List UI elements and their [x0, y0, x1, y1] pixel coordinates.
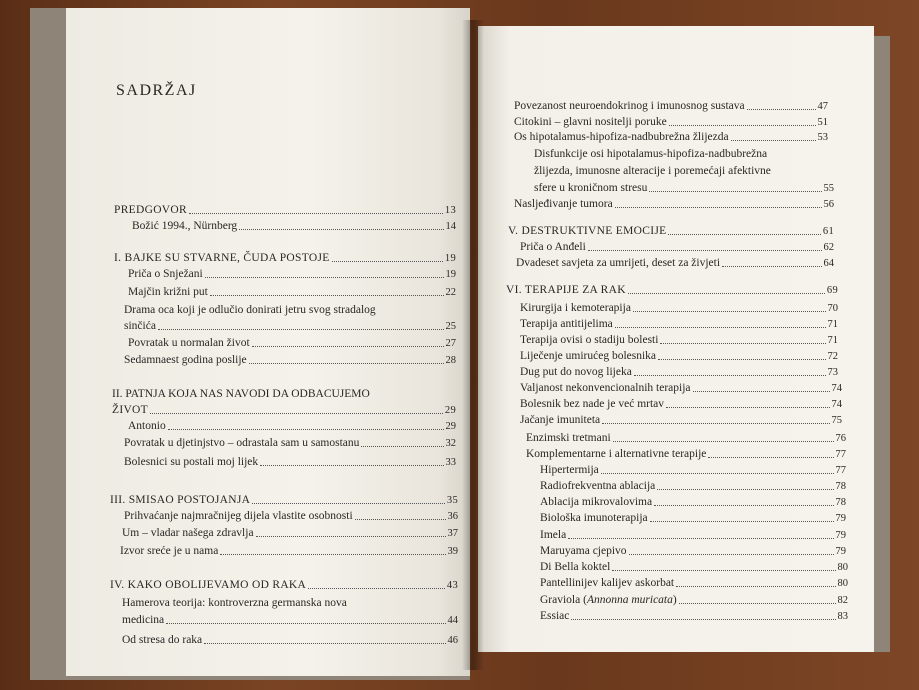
- left-toc-entry: [110, 579, 458, 592]
- left-toc-entry: [122, 614, 458, 627]
- page-number: 62: [823, 242, 834, 253]
- entry-title: Komplementarne i alternativne terapije: [526, 448, 707, 460]
- entry-title: Jačanje imuniteta: [520, 414, 601, 426]
- dot-leader: [669, 125, 816, 126]
- entry-title: Prihvaćanje najmračnijeg dijela vlastite osobnosti: [124, 510, 353, 522]
- dot-leader: [658, 359, 825, 360]
- page-number: 78: [835, 481, 846, 492]
- dot-leader: [239, 229, 443, 230]
- entry-title: Dvadeset savjeta za umrijeti, deset za živjeti: [516, 257, 721, 269]
- right-toc-entry: [540, 610, 848, 623]
- dot-leader: [260, 465, 443, 466]
- right-entry-line: Disfunkcije osi hipotalamus-hipofiza-nadbubrežna: [534, 148, 768, 160]
- dot-leader: [634, 375, 826, 376]
- dot-leader: [588, 250, 822, 251]
- dot-leader: [189, 213, 443, 214]
- right-toc-entry: [516, 257, 834, 270]
- page-number: 28: [445, 355, 456, 366]
- dot-leader: [355, 519, 446, 520]
- page-number: 61: [822, 226, 834, 237]
- entry-title: Božić 1994., Nürnberg: [132, 220, 238, 232]
- entry-title: Citokini – glavni nositelji poruke: [514, 116, 667, 128]
- dot-leader: [601, 473, 834, 474]
- entry-title: III. SMISAO POSTOJANJA: [110, 494, 251, 506]
- page-number: 70: [827, 303, 838, 314]
- dot-leader: [654, 505, 833, 506]
- dot-leader: [666, 407, 829, 408]
- dot-leader: [660, 343, 825, 344]
- entry-title: medicina: [122, 614, 165, 626]
- page-number: 77: [835, 465, 846, 476]
- page-number: 29: [445, 421, 456, 432]
- entry-title: Pantellinijev kalijev askorbat: [540, 577, 675, 589]
- page-number: 79: [835, 546, 846, 557]
- entry-title: Biološka imunoterapija: [540, 512, 648, 524]
- page-number: 19: [444, 253, 456, 264]
- right-toc-entry: [540, 512, 846, 525]
- page-number: 71: [827, 319, 838, 330]
- page-number: 80: [837, 562, 848, 573]
- page-number: 56: [823, 199, 834, 210]
- page-number: 79: [835, 530, 846, 541]
- left-toc-entry: [112, 404, 456, 417]
- right-toc-entry: [526, 432, 846, 445]
- entry-title: Liječenje umirućeg bolesnika: [520, 350, 657, 362]
- left-toc-entry: [128, 268, 456, 281]
- page-number: 51: [817, 117, 828, 128]
- entry-title: Povezanost neuroendokrinog i imunosnog sustava: [514, 100, 745, 112]
- entry-title-italic: Annonna muricata: [586, 594, 673, 606]
- entry-title: Izvor sreće je u nama: [120, 545, 219, 557]
- dot-leader: [657, 489, 833, 490]
- entry-title: Hipertermija: [540, 464, 599, 476]
- page-number: 74: [831, 399, 842, 410]
- dot-leader: [615, 327, 826, 328]
- dot-leader: [668, 234, 820, 235]
- left-toc-entry: [122, 527, 458, 540]
- page-number: 32: [445, 438, 456, 449]
- dot-leader: [571, 619, 835, 620]
- page-number: 44: [447, 615, 458, 626]
- dot-leader: [650, 521, 834, 522]
- dot-leader: [633, 311, 826, 312]
- page-number: 53: [817, 132, 828, 143]
- dot-leader: [602, 423, 829, 424]
- page-number: 22: [445, 287, 456, 298]
- page-number: 72: [827, 351, 838, 362]
- entry-title: Povratak u normalan život: [128, 337, 250, 349]
- right-toc-entry: [514, 116, 828, 129]
- right-toc-entry: [540, 464, 846, 477]
- entry-title: Bolesnici su postali moj lijek: [124, 456, 259, 468]
- dot-leader: [568, 538, 833, 539]
- right-toc-entry: [506, 284, 838, 297]
- entry-title: Essiac: [540, 610, 570, 622]
- dot-leader: [731, 140, 816, 141]
- entry-title: Terapija antitijelima: [520, 318, 613, 330]
- left-toc-entry: [128, 337, 456, 350]
- left-entry-line: Hamerova teorija: kontroverzna germanska nova: [122, 597, 347, 609]
- toc-title: SADRŽAJ: [116, 82, 197, 99]
- right-toc-entry: [540, 496, 846, 509]
- entry-title: Imela: [540, 529, 567, 541]
- right-toc-entry: [540, 594, 848, 607]
- dot-leader: [308, 588, 445, 589]
- book-spine: [462, 20, 484, 670]
- dot-leader: [166, 623, 445, 624]
- left-entry-line: Drama oca koji je odlučio donirati jetru svog stradalog: [124, 304, 376, 316]
- page-number: 83: [837, 611, 848, 622]
- right-toc-entry: [514, 198, 834, 211]
- page-number: 80: [837, 578, 848, 589]
- entry-title: Kirurgija i kemoterapija: [520, 302, 631, 314]
- left-toc-entry: [124, 354, 456, 367]
- dot-leader: [150, 413, 443, 414]
- entry-title: I. BAJKE SU STVARNE, ČUDA POSTOJE: [114, 252, 330, 264]
- entry-title: Sedamnaest godina poslije: [124, 354, 247, 366]
- left-toc-entry: [132, 220, 456, 233]
- dot-leader: [649, 191, 821, 192]
- left-toc-entry: [110, 494, 458, 507]
- dot-leader: [361, 446, 443, 447]
- left-toc-entry: [124, 437, 456, 450]
- right-toc-entry: [520, 366, 838, 379]
- entry-title: Priča o Anđeli: [520, 241, 586, 253]
- entry-title: sfere u kroničnom stresu: [534, 182, 648, 194]
- entry-title: ŽIVOT: [112, 404, 148, 416]
- page-number: 37: [447, 528, 458, 539]
- right-toc-entry: [514, 100, 828, 113]
- left-toc-entry: [120, 545, 458, 558]
- page-number: 82: [837, 595, 848, 606]
- entry-title: V. DESTRUKTIVNE EMOCIJE: [508, 225, 667, 237]
- entry-title: PREDGOVOR: [114, 204, 187, 216]
- right-toc-entry: [520, 350, 838, 363]
- entry-title: IV. KAKO OBOLIJEVAMO OD RAKA: [110, 579, 307, 591]
- dot-leader: [158, 329, 444, 330]
- left-toc-entry: [122, 634, 458, 647]
- dot-leader: [252, 503, 445, 504]
- right-toc-entry: [520, 241, 834, 254]
- right-entry-line: žlijezda, imunosne alteracije i poremećaji afektivne: [534, 165, 771, 177]
- entry-title: Povratak u djetinjstvo – odrastala sam u samostanu: [124, 437, 360, 449]
- page-number: 27: [445, 338, 456, 349]
- dot-leader: [676, 586, 835, 587]
- entry-title: Enzimski tretmani: [526, 432, 611, 444]
- entry-title: Maruyama cjepivo: [540, 545, 627, 557]
- dot-leader: [612, 570, 835, 571]
- page-number: 73: [827, 367, 838, 378]
- right-toc-entry: [540, 480, 846, 493]
- page-number: 36: [447, 511, 458, 522]
- page-number: 25: [445, 321, 456, 332]
- dot-leader: [205, 277, 444, 278]
- page-number: 71: [827, 335, 838, 346]
- entry-title: Graviola (Annonna muricata): [540, 594, 677, 606]
- page-number: 14: [445, 221, 456, 232]
- dot-leader: [693, 391, 830, 392]
- page-number: 64: [823, 258, 834, 269]
- dot-leader: [332, 261, 443, 262]
- right-toc-entry: [534, 182, 834, 195]
- page-number: 79: [835, 513, 846, 524]
- page-number: 78: [835, 497, 846, 508]
- right-toc-entry: [540, 529, 846, 542]
- dot-leader: [615, 207, 822, 208]
- dot-leader: [613, 441, 834, 442]
- left-toc-entry: [124, 456, 456, 469]
- left-toc-entry: [114, 204, 456, 217]
- page-number: 13: [444, 205, 456, 216]
- right-toc-entry: [540, 545, 846, 558]
- dot-leader: [628, 293, 825, 294]
- entry-title: Radiofrekventna ablacija: [540, 480, 656, 492]
- entry-title: Terapija ovisi o stadiju bolesti: [520, 334, 659, 346]
- right-toc-entry: [520, 334, 838, 347]
- page-number: 75: [831, 415, 842, 426]
- right-toc-entry: [520, 398, 842, 411]
- right-toc-entry: [514, 131, 828, 144]
- entry-title: Dug put do novog lijeka: [520, 366, 632, 378]
- entry-title: Majčin križni put: [128, 286, 208, 298]
- entry-title: Priča o Snježani: [128, 268, 203, 280]
- dot-leader: [249, 363, 444, 364]
- dot-leader: [629, 554, 834, 555]
- left-toc-entry: [128, 420, 456, 433]
- left-toc-entry: [124, 320, 456, 333]
- page-number: 69: [826, 285, 838, 296]
- page-number: 39: [447, 546, 458, 557]
- entry-title: Antonio: [128, 420, 166, 432]
- page-number: 35: [446, 495, 458, 506]
- right-toc-entry: [526, 448, 846, 461]
- dot-leader: [679, 603, 836, 604]
- entry-title: Bolesnik bez nade je već mrtav: [520, 398, 665, 410]
- left-entry-line: II. PATNJA KOJA NAS NAVODI DA ODBACUJEMO: [112, 388, 370, 400]
- dot-leader: [252, 346, 444, 347]
- right-toc-entry: [520, 382, 842, 395]
- entry-title: sinčića: [124, 320, 156, 332]
- entry-title: Nasljeđivanje tumora: [514, 198, 613, 210]
- entry-title: Valjanost nekonvencionalnih terapija: [520, 382, 691, 394]
- dot-leader: [256, 536, 446, 537]
- dot-leader: [210, 295, 444, 296]
- page-number: 19: [445, 269, 456, 280]
- right-toc-entry: [540, 561, 848, 574]
- right-toc-entry: [520, 318, 838, 331]
- entry-title: Di Bella koktel: [540, 561, 611, 573]
- dot-leader: [168, 429, 444, 430]
- dot-leader: [722, 266, 821, 267]
- dot-leader: [220, 554, 445, 555]
- right-toc-entry: [520, 414, 842, 427]
- right-toc-entry: [508, 225, 834, 238]
- page-number: 47: [817, 101, 828, 112]
- page-number: 76: [835, 433, 846, 444]
- entry-title: Ablacija mikrovalovima: [540, 496, 653, 508]
- dot-leader: [204, 643, 445, 644]
- page-number: 33: [445, 457, 456, 468]
- left-toc-entry: [128, 286, 456, 299]
- dot-leader: [747, 109, 816, 110]
- right-toc-entry: [520, 302, 838, 315]
- entry-title: VI. TERAPIJE ZA RAK: [506, 284, 626, 296]
- left-toc-entry: [114, 252, 456, 265]
- entry-title: Os hipotalamus-hipofiza-nadbubrežna žlijezda: [514, 131, 729, 143]
- page-number: 29: [444, 405, 456, 416]
- page-number: 43: [446, 580, 458, 591]
- right-toc-entry: [540, 577, 848, 590]
- page-number: 46: [447, 635, 458, 646]
- entry-title: Um – vladar našega zdravlja: [122, 527, 254, 539]
- page-number: 77: [835, 449, 846, 460]
- page-number: 55: [823, 183, 834, 194]
- dot-leader: [708, 457, 833, 458]
- left-toc-entry: [124, 510, 458, 523]
- page-number: 74: [831, 383, 842, 394]
- entry-title: Od stresa do raka: [122, 634, 203, 646]
